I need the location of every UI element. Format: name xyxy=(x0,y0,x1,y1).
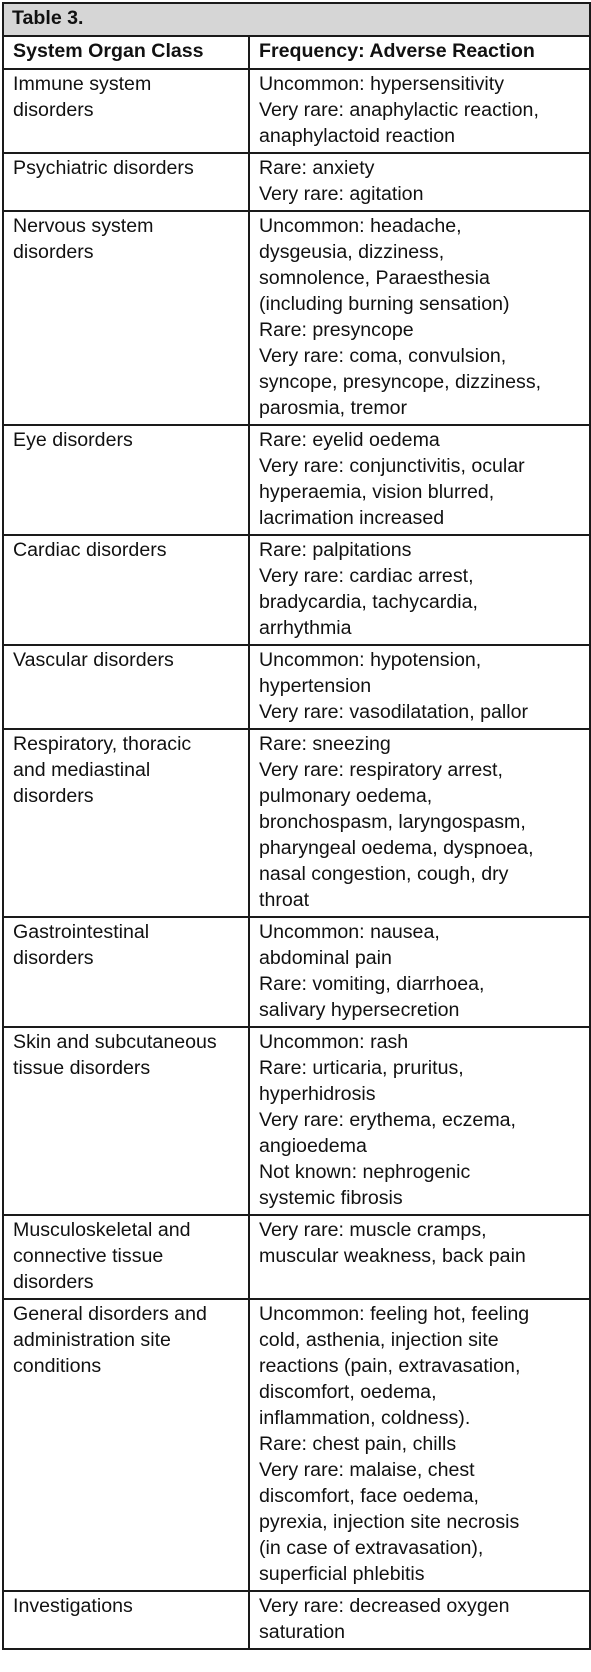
system-organ-class-line: General disorders and xyxy=(13,1303,207,1325)
adverse-reaction-line: Very rare: decreased oxygen xyxy=(259,1595,510,1617)
adverse-reaction-cell xyxy=(249,1299,590,1591)
system-organ-class-cell xyxy=(3,1299,249,1591)
adverse-reaction-cell xyxy=(249,729,590,917)
system-organ-class-cell xyxy=(3,425,249,535)
adverse-reaction-line: Very rare: muscle cramps, xyxy=(259,1219,487,1241)
system-organ-class-line: Immune system xyxy=(13,73,152,95)
adverse-reaction-line: Very rare: malaise, chest xyxy=(259,1459,475,1481)
system-organ-class-cell xyxy=(3,535,249,645)
system-organ-class-cell xyxy=(3,729,249,917)
system-organ-class-cell xyxy=(3,211,249,425)
system-organ-class-line: Musculoskeletal and xyxy=(13,1219,191,1241)
adverse-reaction-cell xyxy=(249,153,590,211)
adverse-reaction-line: Not known: nephrogenic xyxy=(259,1161,471,1183)
adverse-reaction-line: lacrimation increased xyxy=(259,507,445,529)
adverse-reaction-line: dysgeusia, dizziness, xyxy=(259,241,445,263)
adverse-reaction-cell xyxy=(249,69,590,153)
adverse-reaction-line: bradycardia, tachycardia, xyxy=(259,591,478,613)
system-organ-class-line: Respiratory, thoracic xyxy=(13,733,192,755)
adverse-reaction-line: Uncommon: hypotension, xyxy=(259,649,482,671)
adverse-reaction-cell xyxy=(249,535,590,645)
header-row xyxy=(3,36,590,69)
system-organ-class-line: Cardiac disorders xyxy=(13,539,167,561)
adverse-reaction-line: Rare: presyncope xyxy=(259,319,414,341)
adverse-reaction-line: systemic fibrosis xyxy=(259,1187,403,1209)
table-row xyxy=(3,535,590,645)
adverse-reaction-line: angioedema xyxy=(259,1135,367,1157)
adverse-reaction-line: pharyngeal oedema, dyspnoea, xyxy=(259,837,534,859)
table-row xyxy=(3,1591,590,1649)
adverse-reaction-line: discomfort, oedema, xyxy=(259,1381,437,1403)
system-organ-class-cell xyxy=(3,917,249,1027)
adverse-reaction-cell xyxy=(249,917,590,1027)
adverse-reaction-line: Uncommon: headache, xyxy=(259,215,462,237)
adverse-reactions-table xyxy=(2,2,591,1650)
system-organ-class-line: and mediastinal xyxy=(13,759,151,781)
adverse-reaction-line: reactions (pain, extravasation, xyxy=(259,1355,521,1377)
system-organ-class-line: conditions xyxy=(13,1355,102,1377)
system-organ-class-line: disorders xyxy=(13,1271,94,1293)
adverse-reaction-line: Very rare: cardiac arrest, xyxy=(259,565,474,587)
table-body xyxy=(3,69,590,1649)
adverse-reaction-line: pyrexia, injection site necrosis xyxy=(259,1511,520,1533)
adverse-reaction-line: abdominal pain xyxy=(259,947,392,969)
adverse-reaction-line: arrhythmia xyxy=(259,617,352,639)
system-organ-class-line: connective tissue xyxy=(13,1245,164,1267)
system-organ-class-line: disorders xyxy=(13,785,94,807)
system-organ-class-line: disorders xyxy=(13,99,94,121)
adverse-reaction-line: hyperaemia, vision blurred, xyxy=(259,481,495,503)
adverse-reaction-line: Uncommon: hypersensitivity xyxy=(259,73,505,95)
system-organ-class-cell xyxy=(3,1215,249,1299)
adverse-reaction-line: anaphylactoid reaction xyxy=(259,125,456,147)
adverse-reaction-line: Rare: anxiety xyxy=(259,157,375,179)
table-row xyxy=(3,645,590,729)
adverse-reaction-cell xyxy=(249,1215,590,1299)
table-row xyxy=(3,425,590,535)
adverse-reaction-line: Very rare: conjunctivitis, ocular xyxy=(259,455,525,477)
system-organ-class-line: disorders xyxy=(13,241,94,263)
adverse-reaction-cell xyxy=(249,211,590,425)
adverse-reaction-line: Rare: palpitations xyxy=(259,539,412,561)
adverse-reaction-line: Very rare: anaphylactic reaction, xyxy=(259,99,539,121)
table-row xyxy=(3,1027,590,1215)
adverse-reaction-line: Very rare: coma, convulsion, xyxy=(259,345,507,367)
system-organ-class-line: Skin and subcutaneous xyxy=(13,1031,217,1053)
adverse-reaction-line: Rare: eyelid oedema xyxy=(259,429,440,451)
system-organ-class-line: disorders xyxy=(13,947,94,969)
adverse-reaction-line: Rare: urticaria, pruritus, xyxy=(259,1057,464,1079)
adverse-reaction-line: cold, asthenia, injection site xyxy=(259,1329,499,1351)
adverse-reaction-cell xyxy=(249,645,590,729)
adverse-reaction-cell xyxy=(249,425,590,535)
adverse-reaction-line: Rare: chest pain, chills xyxy=(259,1433,457,1455)
adverse-reaction-line: Very rare: respiratory arrest, xyxy=(259,759,503,781)
adverse-reaction-line: discomfort, face oedema, xyxy=(259,1485,479,1507)
adverse-reaction-line: syncope, presyncope, dizziness, xyxy=(259,371,542,393)
adverse-reaction-line: hyperhidrosis xyxy=(259,1083,376,1105)
table-row xyxy=(3,1215,590,1299)
system-organ-class-cell xyxy=(3,153,249,211)
adverse-reaction-line: Very rare: vasodilatation, pallor xyxy=(259,701,529,723)
adverse-reaction-line: Uncommon: feeling hot, feeling xyxy=(259,1303,530,1325)
adverse-reaction-line: somnolence, Paraesthesia xyxy=(259,267,490,289)
adverse-reaction-cell xyxy=(249,1027,590,1215)
adverse-reaction-line: pulmonary oedema, xyxy=(259,785,433,807)
table-row xyxy=(3,211,590,425)
system-organ-class-cell xyxy=(3,1027,249,1215)
table-row xyxy=(3,153,590,211)
adverse-reaction-line: nasal congestion, cough, dry xyxy=(259,863,509,885)
system-organ-class-line: Gastrointestinal xyxy=(13,921,150,943)
adverse-reaction-line: (including burning sensation) xyxy=(259,293,510,315)
system-organ-class-line: Investigations xyxy=(13,1595,133,1617)
system-organ-class-line: Nervous system xyxy=(13,215,154,237)
adverse-reaction-line: hypertension xyxy=(259,675,372,697)
adverse-reaction-line: muscular weakness, back pain xyxy=(259,1245,526,1267)
adverse-reaction-line: inflammation, coldness). xyxy=(259,1407,471,1429)
table-row xyxy=(3,729,590,917)
table-row xyxy=(3,69,590,153)
adverse-reaction-line: Rare: sneezing xyxy=(259,733,391,755)
adverse-reaction-line: Rare: vomiting, diarrhoea, xyxy=(259,973,485,995)
header-system-organ-class: System Organ Class xyxy=(3,36,249,69)
adverse-reaction-line: salivary hypersecretion xyxy=(259,999,460,1021)
system-organ-class-line: Psychiatric disorders xyxy=(13,157,194,179)
table-row xyxy=(3,1299,590,1591)
header-frequency-adverse-reaction: Frequency: Adverse Reaction xyxy=(249,36,590,69)
system-organ-class-cell xyxy=(3,645,249,729)
adverse-reaction-line: bronchospasm, laryngospasm, xyxy=(259,811,526,833)
system-organ-class-line: administration site xyxy=(13,1329,171,1351)
table-row xyxy=(3,917,590,1027)
caption-row xyxy=(3,3,590,36)
adverse-reaction-cell xyxy=(249,1591,590,1649)
system-organ-class-cell xyxy=(3,1591,249,1649)
adverse-reaction-line: Uncommon: rash xyxy=(259,1031,409,1053)
adverse-reaction-line: Very rare: agitation xyxy=(259,183,424,205)
adverse-reaction-line: (in case of extravasation), xyxy=(259,1537,484,1559)
table-caption: Table 3. xyxy=(3,3,590,36)
adverse-reaction-line: superficial phlebitis xyxy=(259,1563,425,1585)
adverse-reaction-line: parosmia, tremor xyxy=(259,397,408,419)
system-organ-class-line: Eye disorders xyxy=(13,429,133,451)
adverse-reaction-line: saturation xyxy=(259,1621,346,1643)
adverse-reaction-line: throat xyxy=(259,889,310,911)
system-organ-class-line: tissue disorders xyxy=(13,1057,151,1079)
adverse-reaction-line: Uncommon: nausea, xyxy=(259,921,440,943)
system-organ-class-cell xyxy=(3,69,249,153)
system-organ-class-line: Vascular disorders xyxy=(13,649,174,671)
adverse-reaction-line: Very rare: erythema, eczema, xyxy=(259,1109,516,1131)
